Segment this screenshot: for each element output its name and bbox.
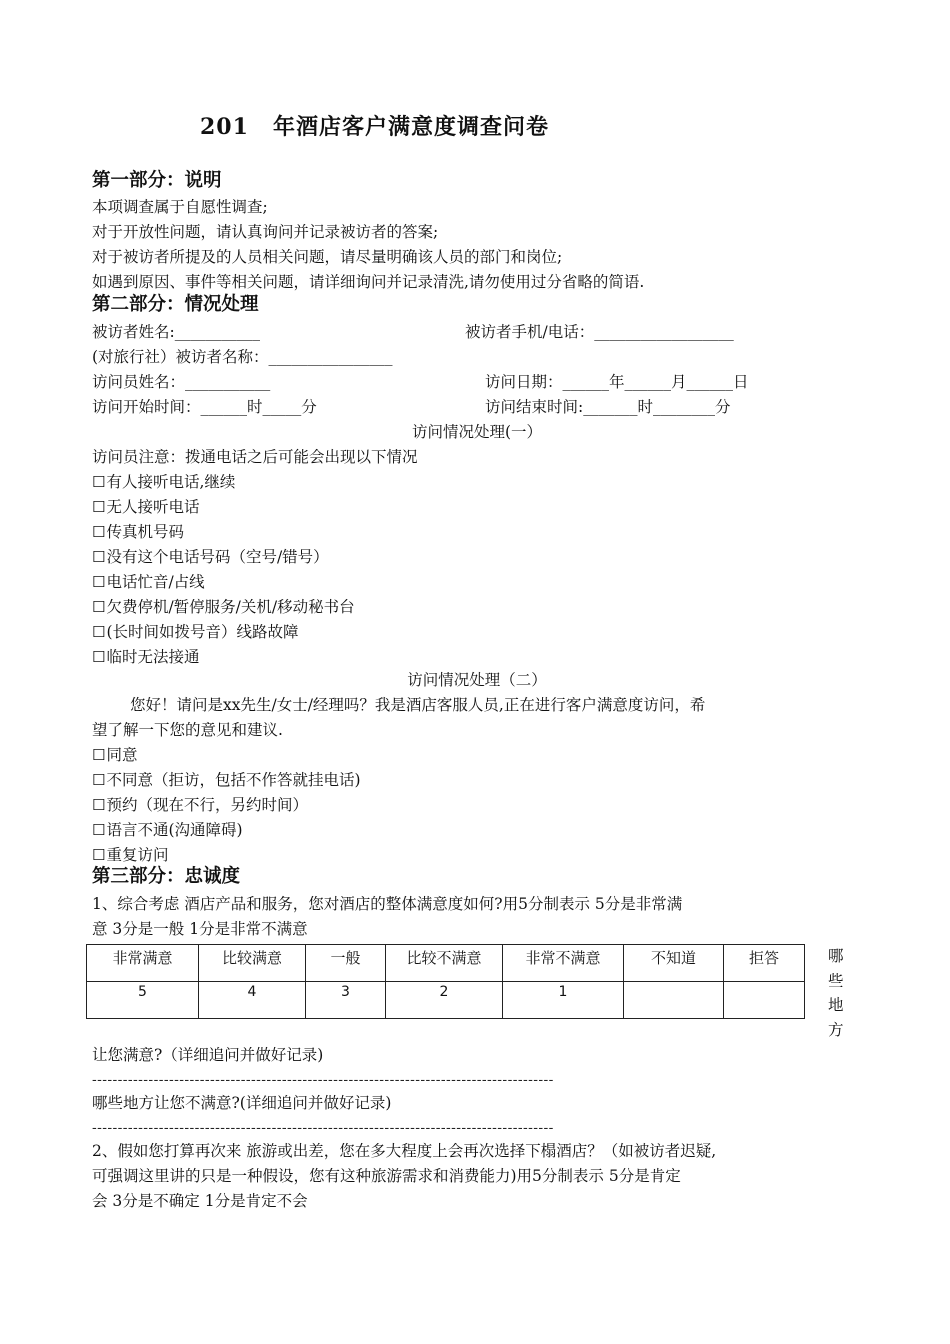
checkbox-icon[interactable]: ☐ <box>92 623 106 641</box>
interviewee-phone-field[interactable]: 被访者手机/电话：__________________ <box>465 323 734 341</box>
section1-option[interactable]: ☐电话忙音/占线 <box>92 573 205 591</box>
part1-line-4: 如遇到原因、事件等相关问题，请详细询问并记录清洗,请勿使用过分省略的简语. <box>92 273 645 291</box>
visit-date-field[interactable]: 访问日期：______年______月______日 <box>485 373 749 391</box>
table-header-cell: 非常不满意 <box>503 945 624 982</box>
greeting-line-2: 望了解一下您的意见和建议. <box>92 721 283 739</box>
side-vertical-text: 哪 些 地 方 <box>828 947 844 1039</box>
score-cell[interactable] <box>624 982 724 1019</box>
part2-heading: 第二部分：情况处理 <box>92 294 259 315</box>
score-cell[interactable]: 3 <box>306 982 386 1019</box>
checkbox-icon[interactable]: ☐ <box>92 598 106 616</box>
section1-option[interactable]: ☐没有这个电话号码（空号/错号） <box>92 548 329 566</box>
part1-line-2: 对于开放性问题，请认真询问并记录被访者的答案; <box>92 223 439 241</box>
section1-option[interactable]: ☐临时无法接通 <box>92 648 200 666</box>
part1-heading: 第一部分：说明 <box>92 170 222 191</box>
section1-option[interactable]: ☐无人接听电话 <box>92 498 200 516</box>
q2-line-1: 2、假如您打算再次来 旅游或出差，您在多大程度上会再次选择下榻酒店？（如被访者迟疑, <box>92 1142 717 1160</box>
checkbox-icon[interactable]: ☐ <box>92 771 106 789</box>
section1-title: 访问情况处理(一） <box>411 423 543 441</box>
table-header-cell: 比较不满意 <box>386 945 503 982</box>
title-text: 年酒店客户满意度调查问卷 <box>272 114 549 140</box>
q1-follow-satisfied: 让您满意?（详细追问并做好记录) <box>92 1046 324 1064</box>
q2-line-3: 会 3分是不确定 1分是肯定不会 <box>92 1192 308 1210</box>
document-title <box>200 110 700 141</box>
title-year: 201 <box>200 114 249 140</box>
checkbox-icon[interactable]: ☐ <box>92 573 106 591</box>
score-cell[interactable]: 1 <box>503 982 624 1019</box>
checkbox-icon[interactable]: ☐ <box>92 523 106 541</box>
score-cell[interactable] <box>724 982 805 1019</box>
interviewer-name-field[interactable]: 访问员姓名：___________ <box>92 373 271 391</box>
agency-name-field[interactable]: (对旅行社）被访者名称：________________ <box>92 348 393 366</box>
score-cell[interactable]: 2 <box>386 982 503 1019</box>
part1-line-3: 对于被访者所提及的人员相关问题，请尽量明确该人员的部门和岗位; <box>92 248 563 266</box>
q1-follow-unsatisfied: 哪些地方让您不满意?(详细追问并做好记录) <box>92 1094 392 1112</box>
checkbox-icon[interactable]: ☐ <box>92 746 106 764</box>
table-header-cell: 一般 <box>306 945 386 982</box>
section2-option[interactable]: ☐不同意（拒访，包括不作答就挂电话) <box>92 771 361 789</box>
table-header-cell: 不知道 <box>624 945 724 982</box>
score-cell[interactable]: 4 <box>199 982 306 1019</box>
satisfaction-rating-table <box>86 944 805 1019</box>
start-time-field[interactable]: 访问开始时间：______时_____分 <box>92 398 317 416</box>
checkbox-icon[interactable]: ☐ <box>92 498 106 516</box>
table-header-row <box>87 945 805 982</box>
section2-title: 访问情况处理（二） <box>407 671 547 689</box>
checkbox-icon[interactable]: ☐ <box>92 846 106 864</box>
section2-option[interactable]: ☐预约（现在不行，另约时间） <box>92 796 308 814</box>
section1-note: 访问员注意：拨通电话之后可能会出现以下情况 <box>92 448 418 466</box>
checkbox-icon[interactable]: ☐ <box>92 548 106 566</box>
q1-line-1: 1、综合考虑 酒店产品和服务，您对酒店的整体满意度如何?用5分制表示 5分是非常满 <box>92 895 683 913</box>
checkbox-icon[interactable]: ☐ <box>92 796 106 814</box>
table-header-cell: 比较满意 <box>199 945 306 982</box>
table-score-row <box>87 982 805 1019</box>
end-time-field[interactable]: 访问结束时间:_______时________分 <box>485 398 731 416</box>
part1-line-1: 本项调查属于自愿性调查; <box>92 198 268 216</box>
q1-line-2: 意 3分是一般 1分是非常不满意 <box>92 920 308 938</box>
score-cell[interactable]: 5 <box>87 982 199 1019</box>
section1-option[interactable]: ☐欠费停机/暂停服务/关机/移动秘书台 <box>92 598 355 616</box>
interviewee-name-field[interactable]: 被访者姓名:___________ <box>92 323 260 341</box>
section2-option[interactable]: ☐语言不通(沟通障碍) <box>92 821 243 839</box>
answer-dash-line[interactable]: ------------------------------------------------------------------------------------------ <box>92 1120 554 1136</box>
checkbox-icon[interactable]: ☐ <box>92 473 106 491</box>
answer-dash-line[interactable]: ------------------------------------------------------------------------------------------ <box>92 1072 554 1088</box>
section1-option[interactable]: ☐(长时间如拨号音）线路故障 <box>92 623 299 641</box>
checkbox-icon[interactable]: ☐ <box>92 821 106 839</box>
section2-option[interactable]: ☐同意 <box>92 746 138 764</box>
section1-option[interactable]: ☐有人接听电话,继续 <box>92 473 236 491</box>
section2-option[interactable]: ☐重复访问 <box>92 846 169 864</box>
table-header-cell: 非常满意 <box>87 945 199 982</box>
greeting-line-1: 您好！请问是xx先生/女士/经理吗？我是酒店客服人员,正在进行客户满意度访问，希 <box>130 696 706 714</box>
checkbox-icon[interactable]: ☐ <box>92 648 106 666</box>
part3-heading: 第三部分：忠诚度 <box>92 866 241 887</box>
section1-option[interactable]: ☐传真机号码 <box>92 523 184 541</box>
q2-line-2: 可强调这里讲的只是一种假设，您有这种旅游需求和消费能力)用5分制表示 5分是肯定 <box>92 1167 681 1185</box>
table-header-cell: 拒答 <box>724 945 805 982</box>
